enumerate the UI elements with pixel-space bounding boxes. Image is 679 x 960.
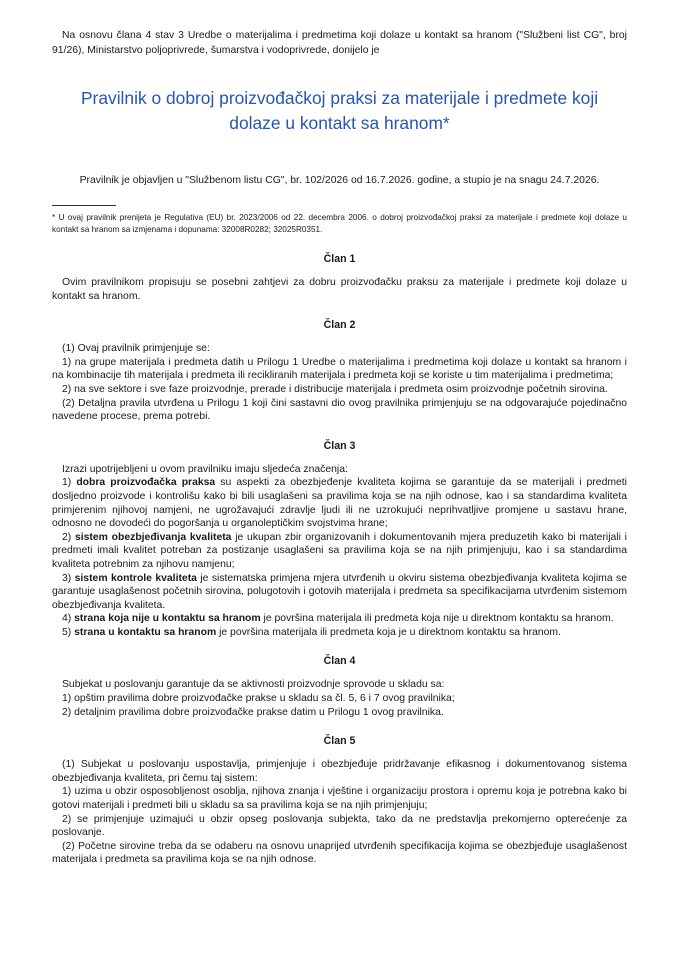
definition-item [52, 476, 627, 530]
publication-note: Pravilnik je objavljen u "Službenom listu CG", br. 102/2026 od 16.7.2026. godine, a stupio je na snagu 24.7.2026. [79, 175, 600, 186]
definition-number: 3) [62, 572, 75, 584]
article-4 [52, 654, 627, 719]
paragraph: 2) na sve sektore i sve faze proizvodnje, prerade i distribucije materijala i predmeta osim proizvodnje početnih sirovina. [62, 383, 608, 395]
definition-item [52, 531, 627, 572]
article-5 [52, 734, 627, 867]
definition-text: je sistematska primjena mjera utvrđenih u okviru sistema obezbjeđivanja kvaliteta kojima se garantuje usaglašenost početnih sirovina, polugotovih i gotovih materijala i predmeta sa specifikacijama utvrđenim sistemom obezbjeđivanja kvaliteta. [52, 572, 627, 611]
paragraph: Izrazi upotrijebljeni u ovom pravilniku imaju sljedeća značenja: [62, 463, 348, 475]
paragraph: (1) Subjekat u poslovanju uspostavlja, primjenjuje i obezbjeđuje pridržavanje efikasnog i dokumentovanog sistema obezbjeđivanja kvaliteta, pri čemu taj sistem: [52, 759, 627, 784]
paragraph: (2) Početne sirovine treba da se odaberu na osnovu unaprijed utvrđenih specifikacija kojima se obezbjeđuje usaglašenost materijala i predmeta sa pravilima koja se na njih odnose. [52, 840, 627, 866]
paragraph: (1) Ovaj pravilnik primjenjuje se: [62, 343, 210, 355]
definition-text: je površina materijala ili predmeta koja je u direktnom kontaktu sa hranom. [216, 626, 561, 638]
definition-item [52, 612, 627, 626]
article-heading: Član 3 [323, 439, 356, 452]
definition-text: je ukupan zbir organizovanih i dokumentovanih mjera preduzetih kako bi materijali i predmeti imali kvalitet potreban za postizanje usaglašeni sa pravilima koja se na njih primjenjuju, kao i sa standardima kvaliteta potrebnim za njihovu namjenu; [52, 531, 627, 570]
document-title: Pravilnik o dobroj proizvođačkoj praksi za materijale i predmete koji dolaze u kontakt sa hranom* [80, 88, 599, 133]
definition-term: strana u kontaktu sa hranom [74, 626, 217, 638]
paragraph: 2) se primjenjuje uzimajući u obzir opseg poslovanja subjekta, tako da ne predstavlja prekomjerno opterećenje za poslovanje. [52, 813, 627, 839]
paragraph: Subjekat u poslovanju garantuje da se aktivnosti proizvodnje sprovode u skladu sa: [62, 679, 445, 691]
article-heading: Član 2 [323, 319, 356, 332]
article-2 [52, 318, 627, 424]
definition-item [52, 626, 627, 640]
footnote-divider [52, 205, 116, 206]
definition-term: sistem kontrole kvaliteta [74, 572, 197, 584]
definition-text: su aspekti za obezbjeđenje kvaliteta kojima se garantuje da se materijali i predmeti dosljedno proizvode i kontrolišu kako bi bili usaglašeni sa pravilima koja se na njih odnose, kao i sa standardima kvaliteta primjerenim njihovoj namjeni, ne ugrožavajući zdravlje ljudi ili ne uzrokujući neprihvatljive promjene u sastavu hrane, odnosno ne dovodeći do pogoršanja u organoleptičkim svojstvima hrane; [52, 477, 627, 530]
intro-text: Na osnovu člana 4 stav 3 Uredbe o materijalima i predmetima koji dolaze u kontakt sa hranom ("Službeni list CG", broj 91/26), Ministarstvo poljoprivrede, šumarstva i vodoprivrede, donijelo je [52, 30, 627, 56]
definition-term: dobra proizvođačka praksa [76, 477, 216, 489]
paragraph: 1) na grupe materijala i predmeta datih u Prilogu 1 Uredbe o materijalima i predmetima koji dolaze u kontakt sa hranom i na kombinacije tih materijala i predmeta ili recikliranih materijala i predmeta koji se koriste u tim materijalima i predmetima; [52, 356, 627, 382]
paragraph: 1) uzima u obzir osposobljenost osoblja, njihova znanja i vještine i organizaciju prostora i opremu koja je potrebna kako bi gotovi materijali i predmeti bili u skladu sa sa pravilima koja se na njih primjenjuju; [52, 786, 627, 812]
definition-number: 5) [62, 626, 75, 638]
article-3 [52, 439, 627, 640]
definition-term: strana koja nije u kontaktu sa hranom [74, 613, 261, 625]
definition-number: 2) [62, 531, 75, 543]
article-heading: Član 5 [323, 735, 356, 748]
definition-number: 4) [62, 613, 75, 625]
paragraph: (2) Detaljna pravila utvrđena u Prilogu 1 koji čini sastavni dio ovog pravilnika primjenjuju se na odgovarajuće pojedinačno navedene procese, prema potrebi. [52, 397, 627, 423]
article-1 [52, 252, 627, 303]
article-heading: Član 4 [323, 655, 356, 668]
paragraph: 2) detaljnim pravilima dobre proizvođačke prakse datim u Prilogu 1 ovog pravilnika. [62, 706, 444, 718]
definition-term: sistem obezbjeđivanja kvaliteta [74, 531, 232, 543]
definition-number: 1) [62, 477, 77, 489]
article-heading: Član 1 [323, 253, 356, 265]
definition-item [52, 572, 627, 613]
definition-text: je površina materijala ili predmeta koja nije u direktnom kontaktu sa hranom. [260, 613, 614, 625]
footnote: * U ovaj pravilnik prenijeta je Regulativa (EU) br. 2023/2006 od 22. decembra 2006. o dobroj proizvođačkoj praksi za materijale i predmete koji dolaze u kontakt sa hranom sa izmjenama i dopunama: 32008R0282; 32025R0351. [52, 213, 627, 234]
paragraph: 1) opštim pravilima dobre proizvođačke prakse u skladu sa čl. 5, 6 i 7 ovog pravilnika; [62, 693, 455, 705]
paragraph: Ovim pravilnikom propisuju se posebni zahtjevi za dobru proizvođačku praksu za materijale i predmete koji dolaze u kontakt sa hranom. [52, 277, 627, 302]
